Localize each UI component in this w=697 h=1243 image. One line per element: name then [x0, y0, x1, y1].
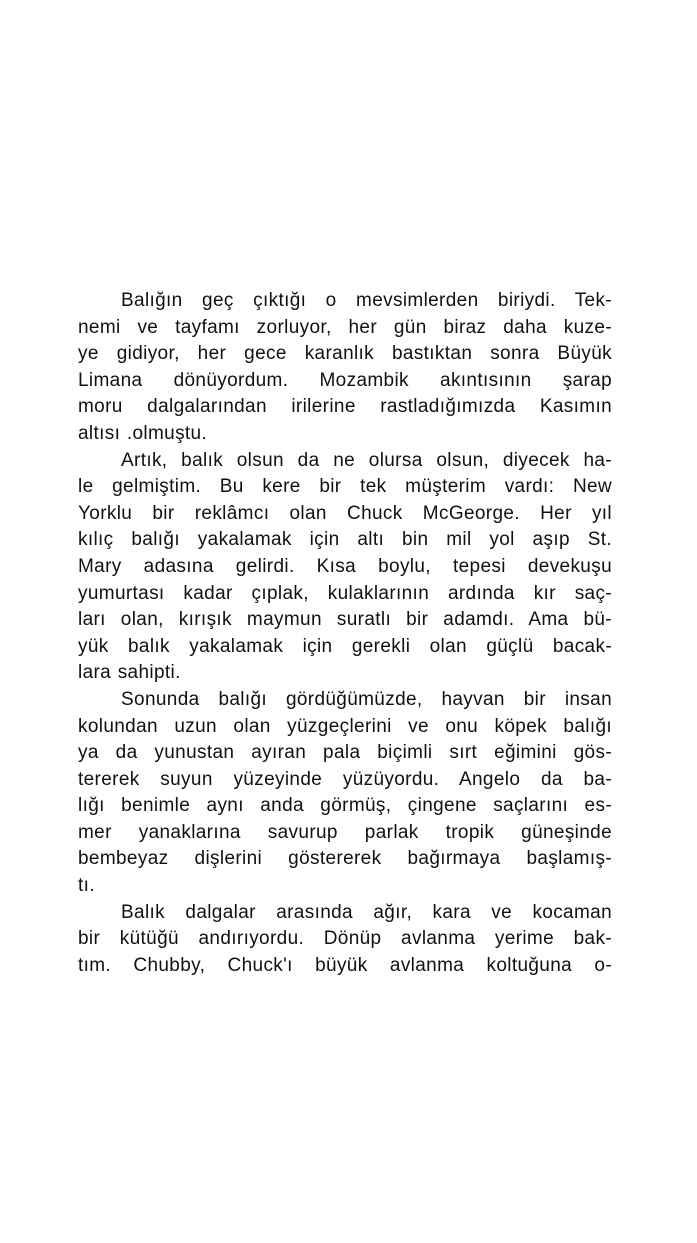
- text-line: ları olan, kırışık maymun suratlı bir adamdı. Ama bü-: [78, 609, 612, 631]
- text-line: tererek suyun yüzeyinde yüzüyordu. Angelo da ba-: [78, 768, 612, 790]
- text-line: le gelmiştim. Bu kere bir tek müşterim vardı: New: [78, 476, 612, 498]
- text-line: moru dalgalarından irilerine rastladığımızda Kasımın: [78, 396, 612, 418]
- text-line: Sonunda balığı gördüğümüzde, hayvan bir insan: [121, 688, 612, 710]
- text-line: tı.: [78, 875, 95, 897]
- text-line: nemi ve tayfamı zorluyor, her gün biraz daha kuze-: [78, 316, 612, 338]
- text-line: Limana dönüyordum. Mozambik akıntısının şarap: [78, 369, 612, 391]
- paragraph: [78, 288, 612, 448]
- text-line: kılıç balığı yakalamak için altı bin mil yol aşıp St.: [78, 529, 612, 551]
- text-line: tım. Chubby, Chuck'ı büyük avlanma koltuğuna o-: [78, 954, 612, 976]
- text-line: Balığın geç çıktığı o mevsimlerden biriydi. Tek-: [121, 290, 612, 311]
- book-page-text: [78, 288, 612, 979]
- paragraph: [78, 900, 612, 980]
- text-line: yük balık yakalamak için gerekli olan güçlü bacak-: [78, 635, 612, 657]
- text-line: ya da yunustan ayıran pala biçimli sırt eğimini gös-: [78, 742, 612, 764]
- paragraph: [78, 687, 612, 900]
- text-line: Mary adasına gelirdi. Kısa boylu, tepesi devekuşu: [78, 555, 612, 577]
- text-line: bembeyaz dişlerini göstererek bağırmaya başlamış-: [78, 848, 612, 870]
- paragraph: [78, 448, 612, 687]
- text-line: ye gidiyor, her gece karanlık bastıktan sonra Büyük: [78, 343, 612, 365]
- text-line: Balık dalgalar arasında ağır, kara ve kocaman: [121, 901, 612, 923]
- text-line: Yorklu bir reklâmcı olan Chuck McGeorge. Her yıl: [78, 502, 612, 524]
- text-line: lara sahipti.: [78, 662, 181, 684]
- text-line: kolundan uzun olan yüzgeçlerini ve onu köpek balığı: [78, 715, 612, 737]
- text-line: bir kütüğü andırıyordu. Dönüp avlanma yerime bak-: [78, 928, 612, 950]
- text-line: yumurtası kadar çıplak, kulaklarının ardında kır saç-: [78, 582, 612, 604]
- text-line: Artık, balık olsun da ne olursa olsun, diyecek ha-: [121, 449, 612, 471]
- text-line: lığı benimle aynı anda görmüş, çingene saçlarını es-: [78, 795, 612, 817]
- text-line: mer yanaklarına savurup parlak tropik güneşinde: [78, 821, 612, 843]
- text-line: altısı .olmuştu.: [78, 422, 208, 444]
